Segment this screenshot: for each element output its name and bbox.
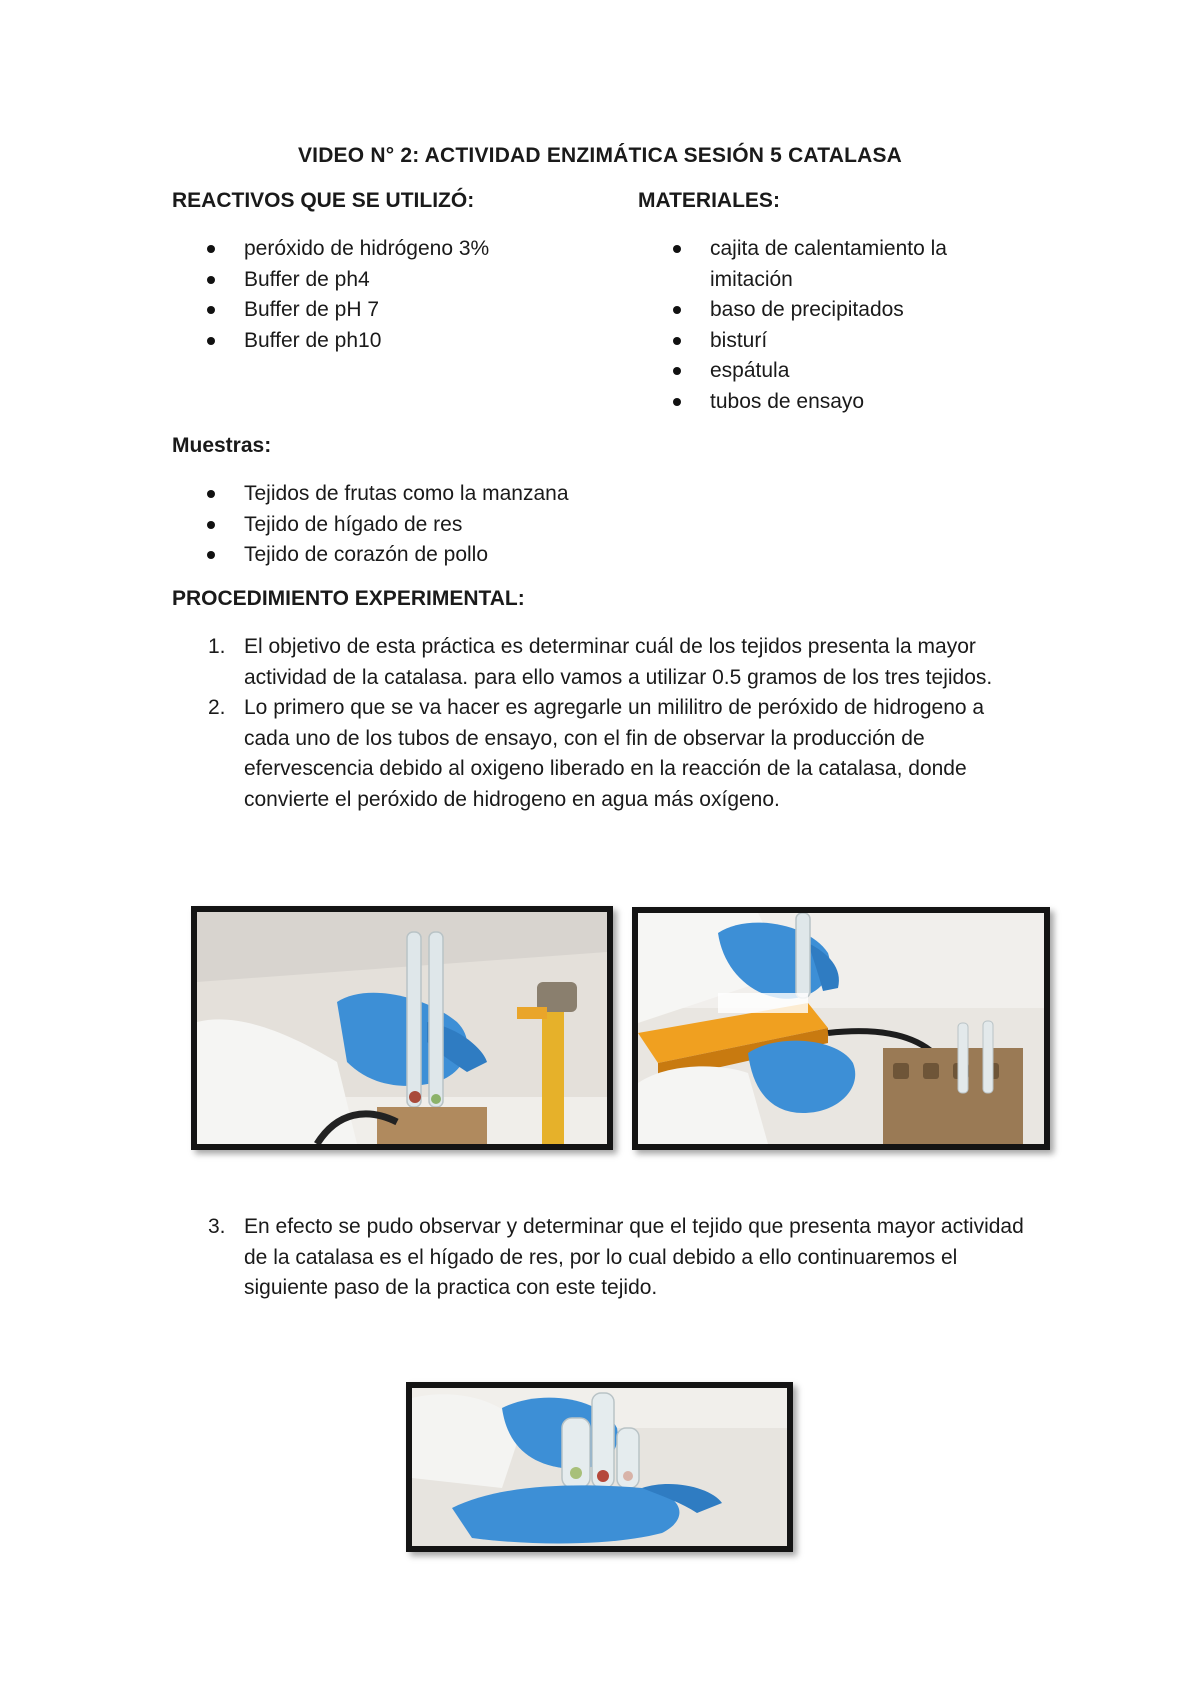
photo-test-tubes [191,906,613,1150]
steps-list-a [172,632,1032,815]
procedimiento-heading: PROCEDIMIENTO EXPERIMENTAL: [172,587,525,610]
list-item: peróxido de hidrógeno 3% [172,234,612,265]
list-item: espátula [638,356,1028,387]
step-number: 3. [208,1215,226,1238]
step-text: Lo primero que se va hacer es agregarle un mililitro de peróxido de hidrogeno a cada uno de los tubos de ensayo, con el fin de observar la producción de efervescencia debido al oxigeno liberado en la reacción de la catalasa, donde convierte el peróxido de hidrogeno en agua más oxígeno. [244,696,985,811]
list-item: bisturí [638,326,1028,357]
steps-list-b [172,1212,1032,1304]
list-item: Tejido de hígado de res [172,510,812,541]
list-item: Tejidos de frutas como la manzana [172,479,812,510]
reactivos-list [172,234,612,356]
photo-heating-block [632,907,1050,1150]
list-item: baso de precipitados [638,295,1028,326]
page-title: VIDEO N° 2: ACTIVIDAD ENZIMÁTICA SESIÓN 5 CATALASA [297,144,903,167]
list-item: tubos de ensayo [638,387,1028,418]
list-item: Buffer de ph10 [172,326,612,357]
list-item: Buffer de pH 7 [172,295,612,326]
list-item [172,693,1032,815]
step-number: 2. [208,696,226,719]
list-item: Tejido de corazón de pollo [172,540,812,571]
list-item [172,1212,1032,1304]
reactivos-heading: REACTIVOS QUE SE UTILIZÓ: [172,189,475,212]
materiales-list [638,234,1028,417]
list-item: Buffer de ph4 [172,265,612,296]
step-number: 1. [208,635,226,658]
muestras-heading: Muestras: [172,434,272,457]
list-item: cajita de calentamiento la imitación [638,234,1028,295]
photo-liver-tubes [406,1382,793,1552]
step-text: En efecto se pudo observar y determinar que el tejido que presenta mayor actividad de la catalasa es el hígado de res, por lo cual debido a ello continuaremos el siguiente paso de la practica con este tejido. [244,1215,1024,1299]
list-item [172,632,1032,693]
materiales-heading: MATERIALES: [638,189,780,212]
step-text: El objetivo de esta práctica es determinar cuál de los tejidos presenta la mayor actividad de la catalasa. para ello vamos a utilizar 0.5 gramos de los tres tejidos. [244,635,993,689]
muestras-list [172,479,812,571]
